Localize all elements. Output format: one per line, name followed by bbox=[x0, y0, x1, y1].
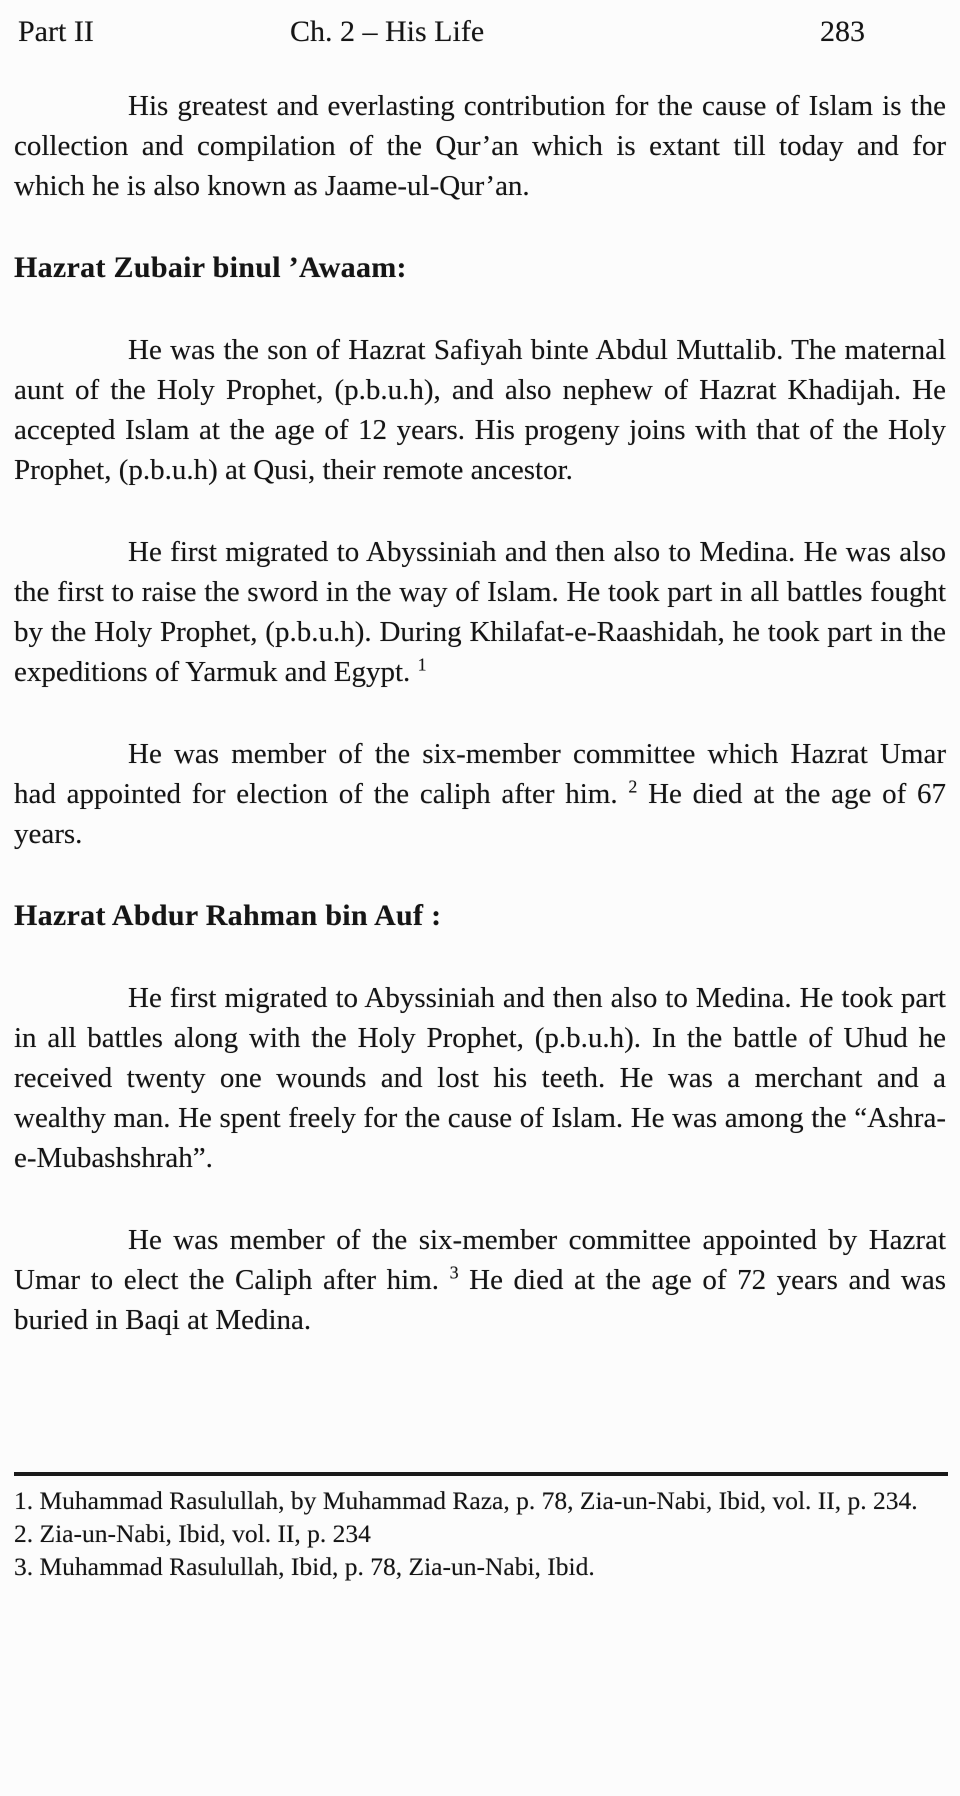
footnote-separator-rule bbox=[14, 1472, 948, 1476]
footnotes-section bbox=[14, 1472, 948, 1583]
header-page-number: 283 bbox=[820, 15, 865, 48]
page-body-text bbox=[14, 86, 946, 1340]
footnote-item: 3. Muhammad Rasulullah, Ibid, p. 78, Zia-un-Nabi, Ibid. bbox=[14, 1552, 595, 1581]
body-paragraph: He first migrated to Abyssiniah and then also to Medina. He took part in all battles along with the Holy Prophet, (p.b.u.h). In the battle of Uhud he received twenty one wounds and lost his teeth. He was a merchant and a wealthy man. He spent freely for the cause of Islam. He was among the “Ashra-e-Mubashshrah”. bbox=[14, 982, 946, 1174]
footnote-reference: 1 bbox=[417, 654, 427, 675]
body-paragraph: He first migrated to Abyssiniah and then also to Medina. He was also the first to raise the sword in the way of Islam. He took part in all battles fought by the Holy Prophet, (p.b.u.h). During Khilafat-e-Raashidah, he took part in the expeditions of Yarmuk and Egypt. $^1$ bbox=[14, 536, 946, 688]
body-paragraph: He was member of the six-member committee which Hazrat Umar had appointed for election of the caliph after him. $^2$ He died at the age of 67 years. bbox=[14, 738, 946, 850]
footnote-item: 2. Zia-un-Nabi, Ibid, vol. II, p. 234 bbox=[14, 1519, 371, 1548]
section-heading: Hazrat Zubair binul ’Awaam: bbox=[14, 251, 407, 284]
body-paragraph: He was member of the six-member committee appointed by Hazrat Umar to elect the Caliph after him. $^3$ He died at the age of 72 years and was buried in Baqi at Medina. bbox=[14, 1224, 946, 1336]
body-paragraph: He was the son of Hazrat Safiyah binte Abdul Muttalib. The maternal aunt of the Holy Prophet, (p.b.u.h), and also nephew of Hazrat Khadijah. He accepted Islam at the age of 12 years. His progeny joins with that of the Holy Prophet, (p.b.u.h) at Qusi, their remote ancestor. bbox=[14, 334, 946, 486]
footnote-reference: 2 bbox=[628, 776, 638, 797]
header-chapter-title: Ch. 2 – His Life bbox=[290, 15, 485, 48]
footnote-reference: 3 bbox=[449, 1262, 459, 1283]
footnote-list bbox=[14, 1484, 948, 1583]
header-part-label: Part II bbox=[18, 15, 94, 48]
body-paragraph: His greatest and everlasting contribution for the cause of Islam is the collection and compilation of the Qur’an which is extant till today and for which he is also known as Jaame-ul-Qur’an. bbox=[14, 90, 946, 202]
page-header bbox=[0, 12, 960, 54]
section-heading: Hazrat Abdur Rahman bin Auf : bbox=[14, 899, 442, 932]
footnote-item: 1. Muhammad Rasulullah, by Muhammad Raza, p. 78, Zia-un-Nabi, Ibid, vol. II, p. 234. bbox=[14, 1486, 918, 1515]
